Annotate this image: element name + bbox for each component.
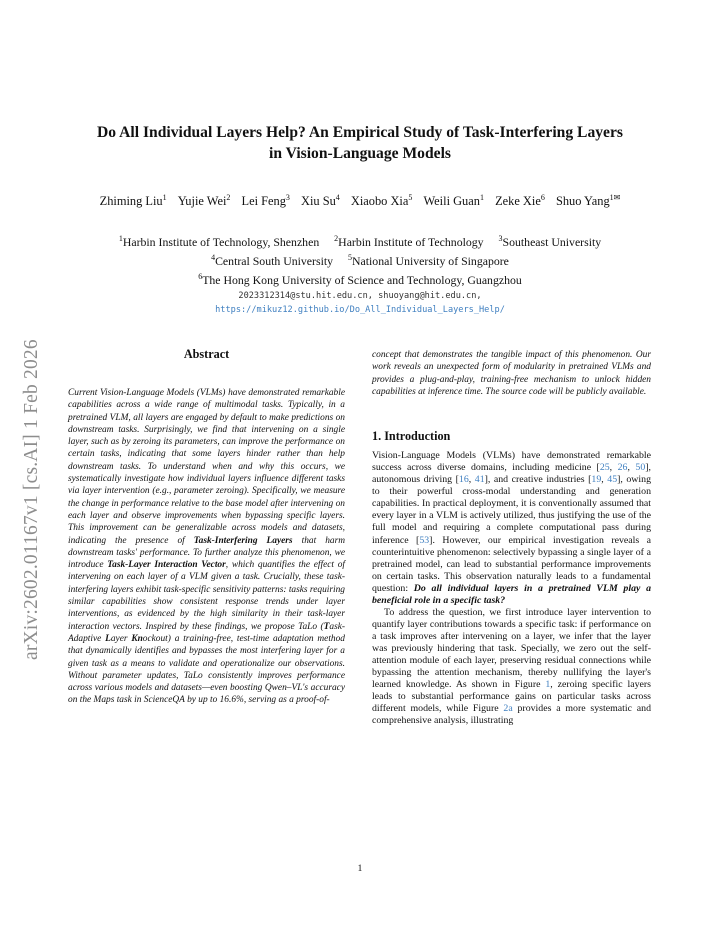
intro-paragraph: Vision-Language Models (VLMs) have demonstrated remarkable success across diverse domains, including medicine [25, 26, 50], autonomous driving [16, 41], and creative industries [19, 45], owing to their powerful cross-modal understanding and generation capabilities. In practical deployment, it is conventionally assumed that every layer in a VLM is actively utilized, thus justifying the use of the full model and requiring a complete computational pass during inference [53]. However, our empirical investigation reveals a counterintuitive phenomenon: selectively bypassing a single layer of a pretrained model, can lead to substantial performance improvements on certain tasks. This observation naturally leads to a fundamental question: Do all individual layers in a pretrained VLM play a beneficial role in a specific task?	[372, 450, 652, 606]
citation-link[interactable]: 19	[591, 474, 602, 486]
citation-link[interactable]: 16	[458, 474, 469, 486]
author: Xiu Su$^4$	[301, 193, 340, 208]
affiliation: $^3$Southeast University	[498, 234, 602, 249]
abstract-text: Current Vision-Language Models (VLMs) have demonstrated remarkable capabilities across a wide range of multimodal tasks. Typically, in a pretrained VLM, all layers are engaged by default to make predictions on downstream tasks. Surprisingly, we find that intervening on a single layer, such as by zeroing its parameters, can improve the performance on certain tasks, indicating that some layers hinder rather than help downstream tasks. To understand when and why this occurs, we systematically investigate how individual layers influence different tasks via layer intervention (e.g., parameter zeroing). Specifically, we measure the change in performance relative to the base model after intervening on each layer and observe improvements when bypassing specific layers. This improvement can be generalizable across models and datasets, indicating the presence of Task-Interfering Layers that harm downstream tasks' performance. To further analyze this phenomenon, we introduce Task-Layer Interaction Vector, which quantifies the effect of intervening on each layer of a VLM given a task. Crucially, these task-interfering layers exhibit task-specific sensitivity patterns: tasks requiring similar capabilities show consistent response trends under layer interventions, as evidenced by the high similarity in their task-layer interaction vectors. Inspired by these findings, we propose TaLo (Task-Adaptive Layer Knockout) a training-free, test-time adaptation method that dynamically identifies and bypasses the most interfering layer for a given task as a means to validate and operationalize our observations. Without parameter updates, TaLo consistently improves performance across various models and datasets—even boosting Qwen–VL's accuracy on the Maps task in ScienceQA by up to 16.6%, serving as a proof-of-	[68, 388, 345, 706]
figure-link[interactable]: 1	[545, 679, 551, 691]
arxiv-identifier: arXiv:2602.01167v1 [cs.AI] 1 Feb 2026	[21, 339, 42, 660]
author: Lei Feng$^3$	[241, 193, 290, 208]
affiliation: $^4$Central South University	[211, 253, 334, 268]
abstract-continuation: concept that demonstrates the tangible impact of this phenomenon. Our work reveals an unexpected form of modularity in pretrained VLMs and provides a plug-and-play, training-free mechanism to unlock hidden capabilities at inference time. The source code will be publicly available.	[372, 350, 651, 397]
right-column	[372, 349, 651, 727]
title-line-1: Do All Individual Layers Help? An Empirical Study of Task-Interfering Layers	[97, 124, 623, 141]
section-heading-introduction: 1. Introduction	[372, 429, 451, 444]
author: Shuo Yang$^{1✉}$	[555, 193, 621, 208]
figure-link[interactable]: 2a	[503, 703, 513, 715]
author: Zhiming Liu$^1$	[99, 193, 167, 208]
title-line-2: in Vision-Language Models	[269, 145, 451, 162]
project-link[interactable]: https://mikuz12.github.io/Do_All_Individual_Layers_Help/	[215, 305, 505, 315]
citation-link[interactable]: 45	[607, 474, 618, 486]
research-question: Do all individual layers in a pretrained VLM play a beneficial role in a specific task?	[372, 582, 651, 606]
abstract-heading: Abstract	[183, 347, 230, 361]
citation-link[interactable]: 25	[599, 462, 610, 474]
intro-paragraph: To address the question, we first introduce layer intervention to quantify layer contributions towards a specific task: if performance on a task improves after intervening on a layer, we infer that the layer was previously hindering that task. Specially, we zero out the self-attention module of each layer, preserving residual connections while bypassing the attention mechanism, thereby nullifying the layer's learned knowledge. As shown in Figure 1, zeroing specific layers leads to substantial performance gains on particular tasks across different models, while Figure 2a provides a more systematic and comprehensive analysis, illustrating	[372, 606, 651, 727]
affiliations	[40, 231, 680, 288]
affiliation: $^1$Harbin Institute of Technology, Shenzhen	[118, 234, 320, 249]
affiliation: $^2$Harbin Institute of Technology	[334, 234, 484, 249]
citation-link[interactable]: 26	[617, 462, 628, 474]
author: Yujie Wei$^2$	[177, 193, 231, 208]
paper-title	[60, 122, 660, 164]
envelope-icon: ✉	[613, 193, 621, 202]
citation-link[interactable]: 53	[419, 534, 430, 546]
left-column	[68, 346, 345, 707]
author: Weili Guan$^1$	[423, 193, 484, 208]
affiliation: $^6$The Hong Kong University of Science and Technology, Guangzhou	[198, 272, 522, 287]
author: Zeke Xie$^6$	[495, 193, 545, 208]
citation-link[interactable]: 50	[635, 462, 646, 474]
page-number: 1	[357, 863, 363, 874]
affiliation: $^5$National University of Singapore	[347, 253, 509, 268]
citation-link[interactable]: 41	[474, 474, 485, 486]
contact-emails	[40, 289, 680, 317]
email-addresses: 2023312314@stu.hit.edu.cn, shuoyang@hit.edu.cn,	[238, 291, 482, 301]
author-list	[20, 190, 700, 209]
author: Xiaobo Xia$^5$	[350, 193, 413, 208]
